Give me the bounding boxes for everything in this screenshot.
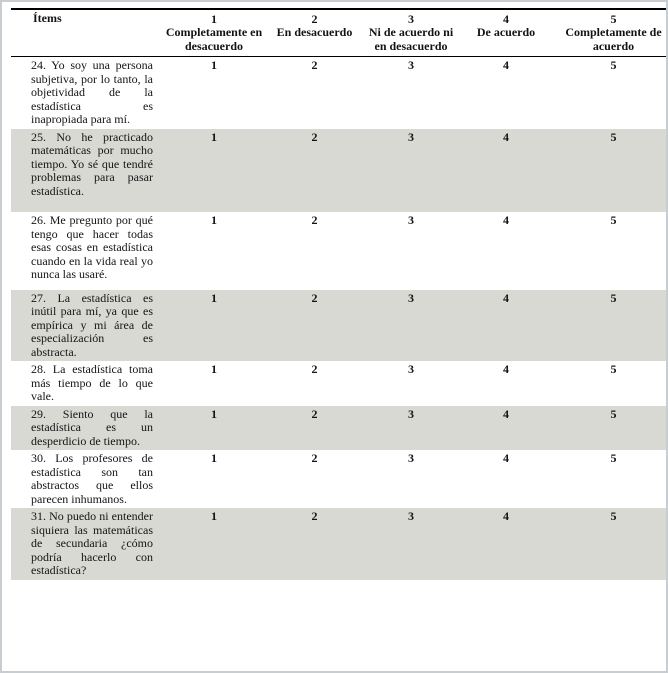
scale-value: 5 xyxy=(610,362,617,376)
scale-value: 5 xyxy=(610,451,617,465)
scale-value: 2 xyxy=(311,58,318,72)
scale-value: 2 xyxy=(311,362,318,376)
scale-number-4: 4 xyxy=(503,12,509,26)
item-row-31 xyxy=(11,508,668,580)
item-text-31: 31. No puedo ni entender siquiera las matemáticas de secundaria ¿cómo podría hacerlo con estadística? xyxy=(31,509,153,577)
item-row-29 xyxy=(11,406,668,451)
scale-value: 5 xyxy=(610,129,617,144)
scale-label-5: Completamente de acuerdo xyxy=(565,25,662,53)
item-text-28: 28. La estadística toma más tiempo de lo que vale. xyxy=(31,362,153,403)
scale-number-2: 2 xyxy=(311,12,318,26)
scale-label-1: Completamente en desacuerdo xyxy=(165,25,263,53)
scale-value: 1 xyxy=(211,509,217,523)
scale-value: 5 xyxy=(610,406,617,421)
scale-value: 2 xyxy=(311,290,318,305)
scale-column-header-2 xyxy=(267,9,362,57)
scale-value: 5 xyxy=(610,213,617,227)
scale-number-3: 3 xyxy=(408,12,414,26)
scale-value: 2 xyxy=(311,406,318,421)
item-text-26: 26. Me pregunto por qué tengo que hacer todas esas cosas en estadística cuando en la vida real yo nunca las usaré. xyxy=(31,213,153,281)
scale-value: 4 xyxy=(503,509,509,523)
scale-value: 4 xyxy=(503,406,509,421)
scale-value: 3 xyxy=(408,451,414,465)
scale-value: 2 xyxy=(311,451,318,465)
scale-number-5: 5 xyxy=(610,12,617,26)
scale-value: 2 xyxy=(311,213,318,227)
header-row xyxy=(11,9,668,57)
scale-value: 2 xyxy=(311,129,318,144)
scale-value: 3 xyxy=(408,290,414,305)
scale-value: 3 xyxy=(408,213,414,227)
scale-value: 1 xyxy=(211,213,217,227)
scale-value: 3 xyxy=(408,58,414,72)
scale-label-4: De acuerdo xyxy=(476,25,536,39)
item-text-30: 30. Los profesores de estadística son tan abstractos que ellos parecen inhumanos. xyxy=(31,451,153,506)
item-row-24 xyxy=(11,57,668,129)
scale-label-2: En desacuerdo xyxy=(276,25,353,39)
item-text-25: 25. No he practicado matemáticas por mucho tiempo. Yo sé que tendré problemas para pasar estadística. xyxy=(31,129,153,198)
item-text-27: 27. La estadística es inútil para mí, ya que es empírica y mi área de especialización es abstracta. xyxy=(31,290,153,359)
scale-value: 3 xyxy=(408,362,414,376)
item-row-30 xyxy=(11,450,668,508)
scale-column-header-5 xyxy=(552,9,668,57)
scale-value: 1 xyxy=(211,290,217,305)
scale-column-header-4 xyxy=(460,9,552,57)
scale-value: 4 xyxy=(503,290,509,305)
scale-value: 1 xyxy=(211,362,217,376)
scale-label-3: Ni de acuerdo ni en desacuerdo xyxy=(368,25,454,53)
item-row-26 xyxy=(11,212,668,290)
item-row-25 xyxy=(11,129,668,213)
scale-column-header-1 xyxy=(161,9,267,57)
scale-value: 4 xyxy=(503,451,509,465)
scale-value: 1 xyxy=(211,58,217,72)
scale-column-header-3 xyxy=(362,9,460,57)
table-region xyxy=(2,2,666,580)
scale-value: 4 xyxy=(503,362,509,376)
item-text-24: 24. Yo soy una persona subjetiva, por lo tanto, la objetividad de la estadística es inapropiada para mí. xyxy=(31,58,153,126)
scale-value: 1 xyxy=(211,406,217,421)
scale-value: 2 xyxy=(311,509,318,523)
scale-value: 3 xyxy=(408,129,414,144)
item-row-27 xyxy=(11,290,668,362)
scale-value: 3 xyxy=(408,406,414,421)
items-column-header: Ítems xyxy=(33,11,62,25)
scale-value: 5 xyxy=(610,58,617,72)
scale-value: 5 xyxy=(610,290,617,305)
item-row-28 xyxy=(11,361,668,406)
scale-value: 4 xyxy=(503,58,509,72)
scale-value: 1 xyxy=(211,129,217,144)
likert-scale-table xyxy=(11,8,668,580)
scale-value: 1 xyxy=(211,451,217,465)
item-text-29: 29. Siento que la estadística es un desperdicio de tiempo. xyxy=(31,406,153,448)
scale-number-1: 1 xyxy=(211,12,217,26)
scale-value: 4 xyxy=(503,213,509,227)
scale-value: 3 xyxy=(408,509,414,523)
scale-value: 5 xyxy=(610,509,617,523)
scale-value: 4 xyxy=(503,129,509,144)
